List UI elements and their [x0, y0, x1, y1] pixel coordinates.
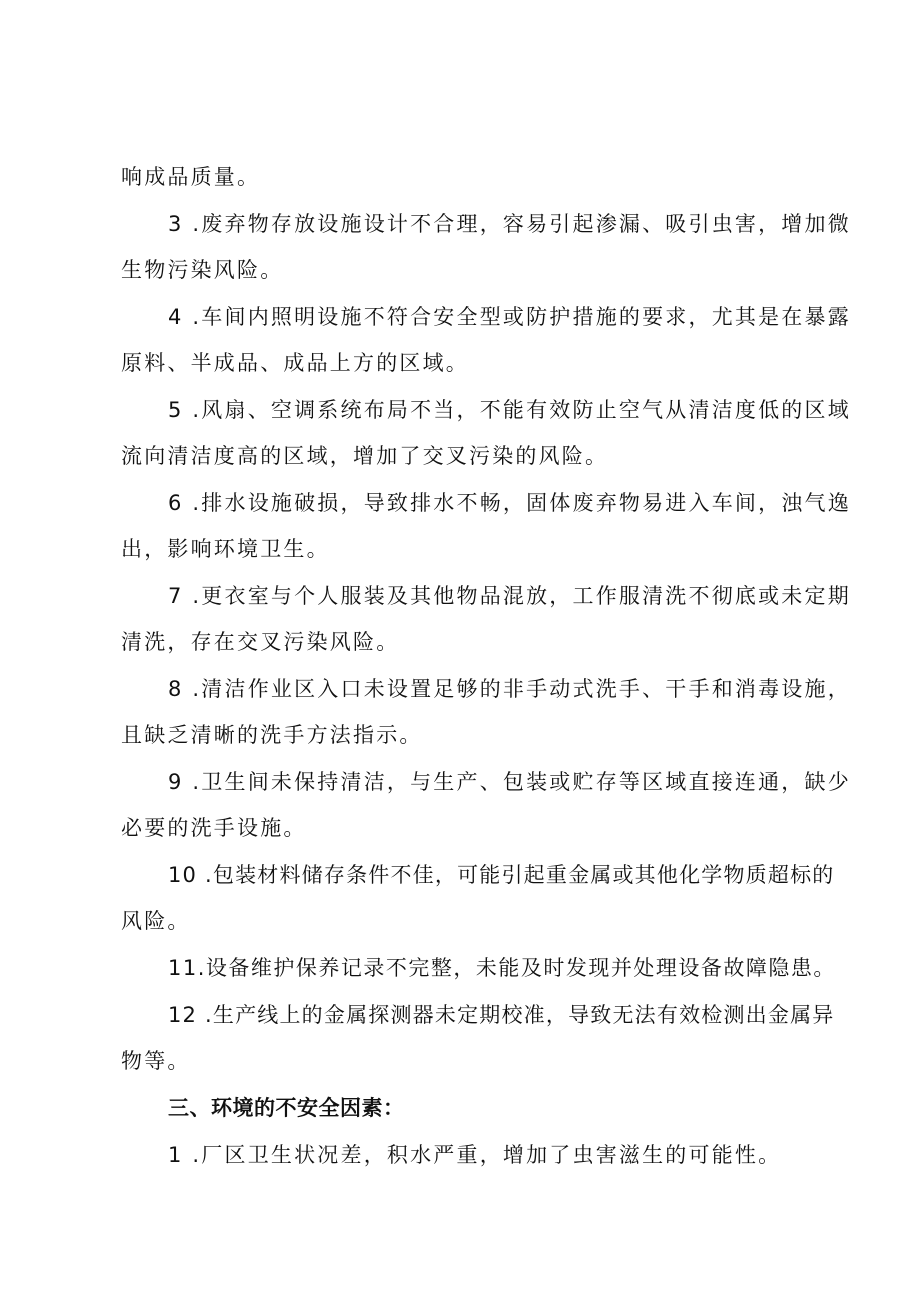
item-7-line1: 7 .更衣室与个人服装及其他物品混放，工作服清洗不彻底或未定期 — [168, 584, 851, 608]
item-5-line1: 5 .风扇、空调系统布局不当，不能有效防止空气从清洁度低的区域 — [168, 398, 851, 422]
item-6-line2: 出，影响环境卫生。 — [121, 537, 330, 561]
item-4-line1: 4 .车间内照明设施不符合安全型或防护措施的要求，尤其是在暴露 — [168, 305, 851, 329]
item-12-line1: 12 .生产线上的金属探测器未定期校准，导致无法有效检测出金属异 — [168, 1003, 835, 1027]
item-6-line1: 6 .排水设施破损，导致排水不畅，固体废弃物易进入车间，浊气逸 — [168, 491, 851, 515]
item-3-line1: 3 .废弃物存放设施设计不合理，容易引起渗漏、吸引虫害，增加微 — [168, 212, 851, 236]
continuation-line: 响成品质量。 — [121, 165, 261, 189]
item-5-line2: 流向清洁度高的区域，增加了交叉污染的风险。 — [121, 444, 609, 468]
item-10-line1: 10 .包装材料储存条件不佳，可能引起重金属或其他化学物质超标的 — [168, 863, 835, 887]
item-3-line2: 生物污染风险。 — [121, 258, 284, 282]
item-9-line2: 必要的洗手设施。 — [121, 816, 307, 840]
item-8-line2: 且缺乏清晰的洗手方法指示。 — [121, 723, 423, 747]
item-8-line1: 8 .清洁作业区入口未设置足够的非手动式洗手、干手和消毒设施， — [168, 677, 851, 701]
item-7-line2: 清洗，存在交叉污染风险。 — [121, 630, 400, 654]
item-9-line1: 9 .卫生间未保持清洁，与生产、包装或贮存等区域直接连通，缺少 — [168, 770, 851, 794]
section-item-1-line1: 1 .厂区卫生状况差，积水严重，增加了虫害滋生的可能性。 — [168, 1143, 782, 1167]
item-10-line2: 风险。 — [121, 909, 191, 933]
item-11-line1: 11.设备维护保养记录不完整，未能及时发现并处理设备故障隐患。 — [168, 956, 836, 980]
section-heading: 三、环境的不安全因素： — [168, 1096, 405, 1120]
item-4-line2: 原料、半成品、成品上方的区域。 — [121, 351, 469, 375]
item-12-line2: 物等。 — [121, 1049, 191, 1073]
